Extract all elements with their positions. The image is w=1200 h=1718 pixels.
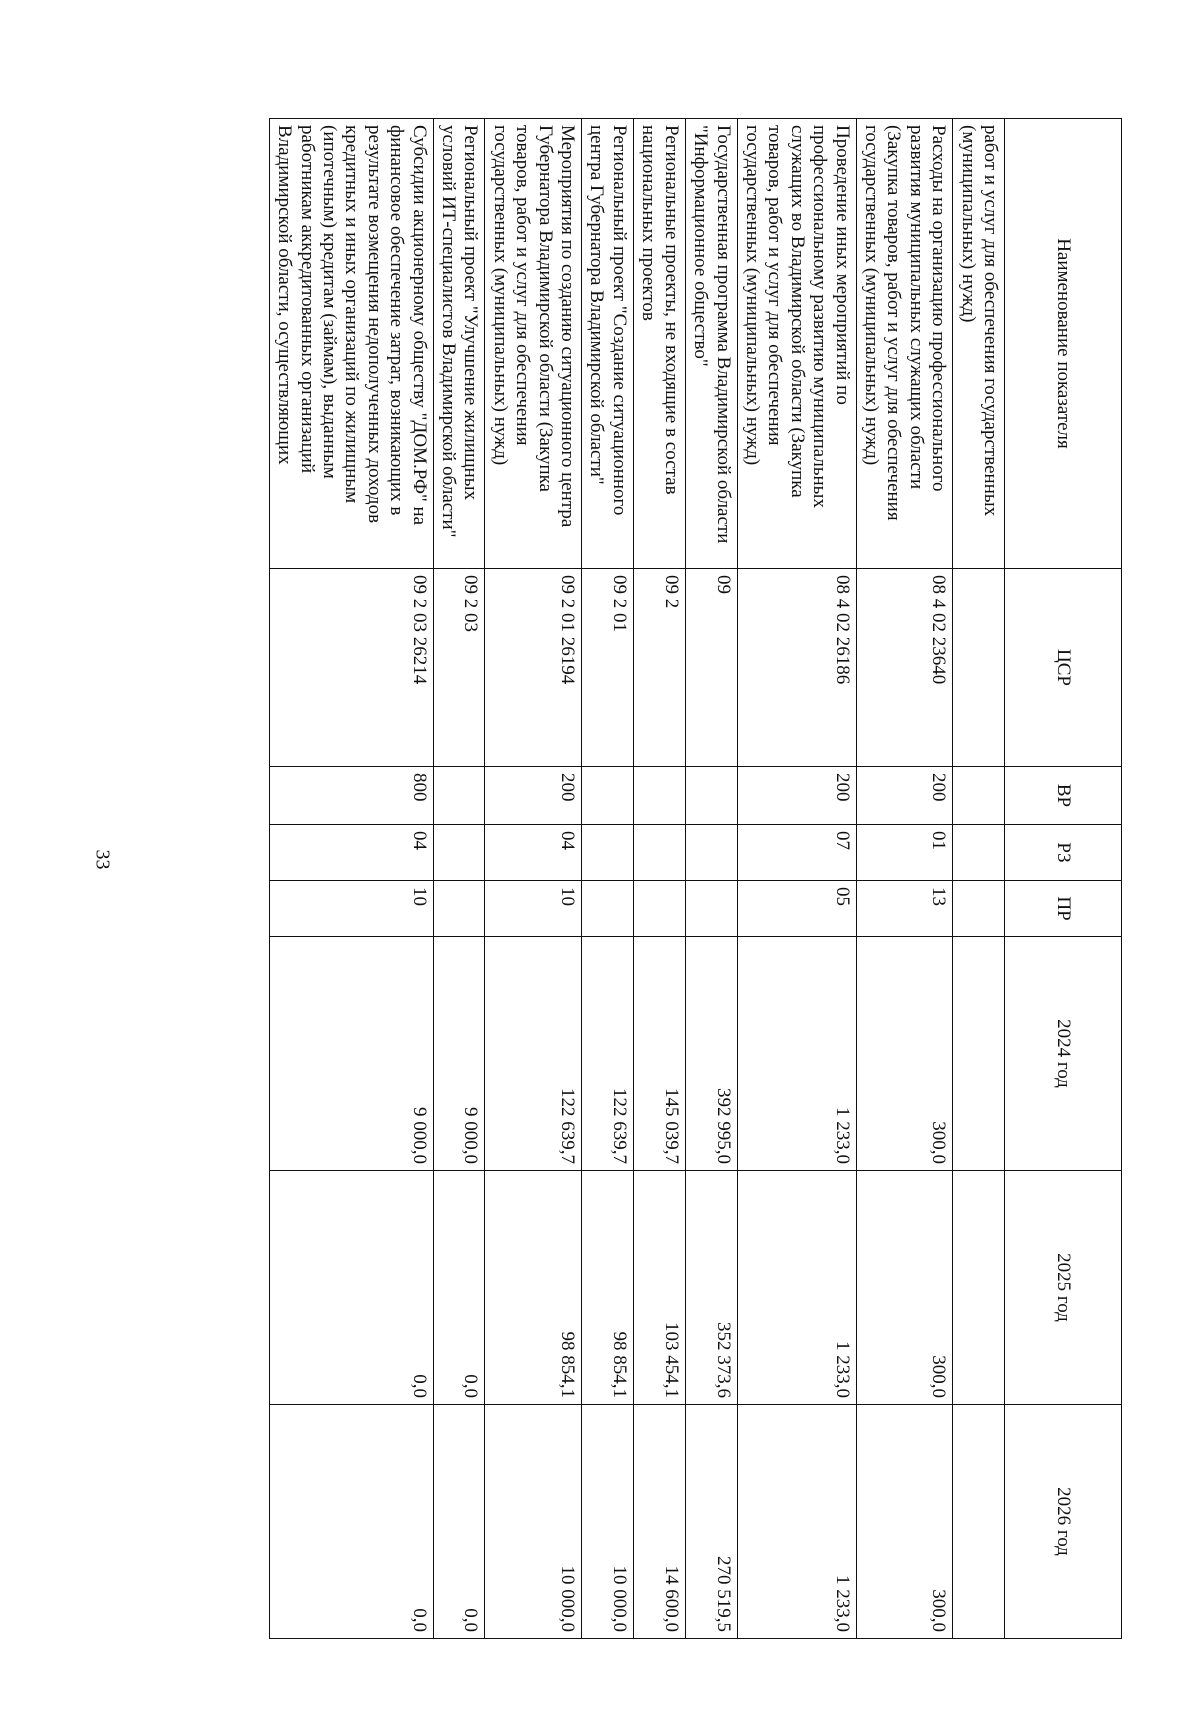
cell-pr xyxy=(685,881,737,937)
cell-2026: 10 000,0 xyxy=(485,1405,582,1639)
cell-2026: 300,0 xyxy=(856,1405,953,1639)
cell-2026: 14 600,0 xyxy=(633,1405,685,1639)
cell-name: Проведение иных мероприятий по профессиональному развитию муниципальных служащих во Владимирской области (Закупка товаров, работ и услуг для обеспечения государственных (муниципальных) нужд) xyxy=(737,119,856,569)
cell-name: работ и услуг для обеспечения государственных (муниципальных) нужд) xyxy=(953,119,1005,569)
cell-2024: 300,0 xyxy=(856,937,953,1171)
cell-2025: 0,0 xyxy=(269,1171,433,1405)
table-row xyxy=(485,119,582,1639)
cell-rz xyxy=(633,825,685,881)
cell-csr: 09 2 01 xyxy=(582,569,634,767)
cell-name: Мероприятия по созданию ситуационного центра Губернатора Владимирской области (Закупка товаров, работ и услуг для обеспечения государственных (муниципальных) нужд) xyxy=(485,119,582,569)
cell-csr: 09 2 xyxy=(633,569,685,767)
cell-vr: 800 xyxy=(269,767,433,825)
cell-2025: 1 233,0 xyxy=(737,1171,856,1405)
cell-csr: 09 2 03 26214 xyxy=(269,569,433,767)
cell-pr xyxy=(633,881,685,937)
header-vr: ВР xyxy=(1005,767,1122,825)
cell-rz xyxy=(582,825,634,881)
rotated-table-container xyxy=(152,118,1122,1638)
header-2026: 2026 год xyxy=(1005,1405,1122,1639)
table-row xyxy=(856,119,953,1639)
cell-2025: 352 373,6 xyxy=(685,1171,737,1405)
cell-2026: 10 000,0 xyxy=(582,1405,634,1639)
cell-2025: 98 854,1 xyxy=(485,1171,582,1405)
cell-2024: 122 639,7 xyxy=(582,937,634,1171)
header-csr: ЦСР xyxy=(1005,569,1122,767)
cell-2026: 1 233,0 xyxy=(737,1405,856,1639)
table-row xyxy=(953,119,1005,1639)
cell-rz: 04 xyxy=(485,825,582,881)
cell-vr xyxy=(582,767,634,825)
table-row xyxy=(582,119,634,1639)
cell-2025: 0,0 xyxy=(433,1171,485,1405)
cell-pr: 05 xyxy=(737,881,856,937)
cell-name: Государственная программа Владимирской области "Информационное общество" xyxy=(685,119,737,569)
cell-2025: 300,0 xyxy=(856,1171,953,1405)
cell-vr xyxy=(633,767,685,825)
table-row xyxy=(433,119,485,1639)
cell-name: Региональный проект "Улучшение жилищных условий ИТ-специалистов Владимирской области" xyxy=(433,119,485,569)
cell-pr: 10 xyxy=(269,881,433,937)
table-row xyxy=(685,119,737,1639)
cell-rz xyxy=(953,825,1005,881)
header-rz: РЗ xyxy=(1005,825,1122,881)
cell-pr xyxy=(582,881,634,937)
cell-pr xyxy=(433,881,485,937)
cell-2024: 145 039,7 xyxy=(633,937,685,1171)
cell-2024 xyxy=(953,937,1005,1171)
cell-vr: 200 xyxy=(856,767,953,825)
cell-2026: 270 519,5 xyxy=(685,1405,737,1639)
cell-csr: 09 2 03 xyxy=(433,569,485,767)
cell-vr xyxy=(685,767,737,825)
cell-name: Расходы на организацию профессионального развития муниципальных служащих области (Закупка товаров, работ и услуг для обеспечения государственных (муниципальных) нужд) xyxy=(856,119,953,569)
table-row xyxy=(737,119,856,1639)
cell-csr: 08 4 02 26186 xyxy=(737,569,856,767)
cell-2025: 103 454,1 xyxy=(633,1171,685,1405)
cell-pr: 10 xyxy=(485,881,582,937)
cell-pr: 13 xyxy=(856,881,953,937)
cell-2026 xyxy=(953,1405,1005,1639)
header-2024: 2024 год xyxy=(1005,937,1122,1171)
header-2025: 2025 год xyxy=(1005,1171,1122,1405)
cell-csr: 09 2 01 26194 xyxy=(485,569,582,767)
cell-pr xyxy=(953,881,1005,937)
cell-rz xyxy=(685,825,737,881)
header-name: Наименование показателя xyxy=(1005,119,1122,569)
cell-2026: 0,0 xyxy=(433,1405,485,1639)
cell-vr: 200 xyxy=(485,767,582,825)
cell-name: Региональные проекты, не входящие в состав национальных проектов xyxy=(633,119,685,569)
cell-2025 xyxy=(953,1171,1005,1405)
cell-2024: 1 233,0 xyxy=(737,937,856,1171)
table-header-row xyxy=(1005,119,1122,1639)
cell-name: Региональный проект "Создание ситуационного центра Губернатора Владимирской области" xyxy=(582,119,634,569)
cell-rz: 07 xyxy=(737,825,856,881)
cell-name: Субсидии акционерному обществу "ДОМ.РФ" на финансовое обеспечение затрат, возникающих в результате возмещения недополученных доходов кредитных и иных организаций по жилищным (ипотечным) кредитам (займам), выданным работникам аккредитованных организаций Владимирской области, осуществляющих xyxy=(269,119,433,569)
cell-2024: 122 639,7 xyxy=(485,937,582,1171)
table-row xyxy=(633,119,685,1639)
cell-2025: 98 854,1 xyxy=(582,1171,634,1405)
header-pr: ПР xyxy=(1005,881,1122,937)
cell-rz xyxy=(433,825,485,881)
cell-2024: 9 000,0 xyxy=(269,937,433,1171)
cell-vr xyxy=(433,767,485,825)
cell-vr xyxy=(953,767,1005,825)
cell-vr: 200 xyxy=(737,767,856,825)
cell-csr: 08 4 02 23640 xyxy=(856,569,953,767)
cell-rz: 04 xyxy=(269,825,433,881)
cell-2026: 0,0 xyxy=(269,1405,433,1639)
cell-csr xyxy=(953,569,1005,767)
budget-table xyxy=(269,118,1122,1639)
cell-2024: 9 000,0 xyxy=(433,937,485,1171)
cell-2024: 392 995,0 xyxy=(685,937,737,1171)
cell-csr: 09 xyxy=(685,569,737,767)
page-number: 33 xyxy=(91,849,114,870)
table-row xyxy=(269,119,433,1639)
cell-rz: 01 xyxy=(856,825,953,881)
